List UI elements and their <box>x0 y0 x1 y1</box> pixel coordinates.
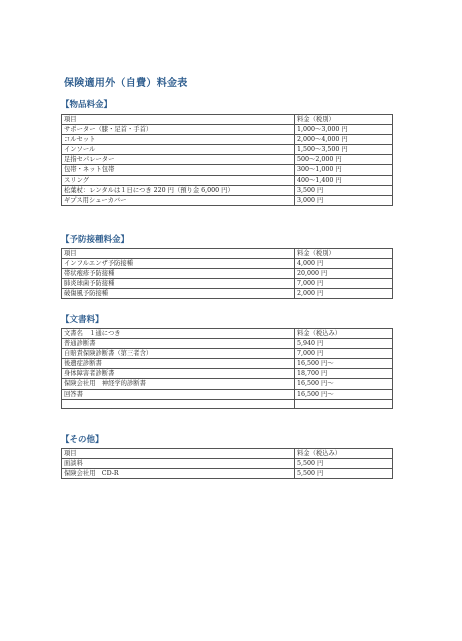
table-row <box>62 379 393 389</box>
table-row <box>62 279 393 289</box>
table-row <box>62 259 393 269</box>
column-header-item: 項目 <box>62 115 295 125</box>
table-header-row <box>62 449 393 459</box>
item-cell: インフルエンザ予防接種 <box>62 259 295 269</box>
item-cell: ギプス用シューカバー <box>62 195 295 205</box>
column-header-document: 文書名 １通につき <box>62 329 295 339</box>
price-cell: 2,000 円 <box>295 289 393 299</box>
table-row <box>62 125 393 135</box>
section-heading-goods: 【物品料金】 <box>61 100 113 110</box>
price-cell: 1,000～3,000 円 <box>295 125 393 135</box>
column-header-item: 項目 <box>62 249 295 259</box>
item-cell: 普通診断書 <box>62 339 295 349</box>
price-cell: 3,500 円 <box>295 185 393 195</box>
item-cell: スリング <box>62 175 295 185</box>
price-cell: 5,940 円 <box>295 339 393 349</box>
table-row <box>62 175 393 185</box>
item-cell: 肺炎球菌予防接種 <box>62 279 295 289</box>
price-cell: 16,500 円～ <box>295 359 393 369</box>
price-cell: 20,000 円 <box>295 269 393 279</box>
table-row <box>62 269 393 279</box>
item-cell: 足指セパレーター <box>62 155 295 165</box>
item-cell: 自賠責保険診断書（第三者含） <box>62 349 295 359</box>
documents-fee-table <box>61 328 393 409</box>
item-cell: コルセット <box>62 135 295 145</box>
section-heading-other: 【その他】 <box>61 435 104 445</box>
table-row <box>62 185 393 195</box>
item-cell: 帯状疱疹予防接種 <box>62 269 295 279</box>
price-cell: 16,500 円～ <box>295 379 393 389</box>
price-cell: 18,700 円 <box>295 369 393 379</box>
table-header-row <box>62 249 393 259</box>
item-cell: 松葉杖：レンタルは１日につき 220 円（預り金 6,000 円） <box>62 185 295 195</box>
table-row-empty <box>62 399 393 408</box>
table-row <box>62 135 393 145</box>
table-row <box>62 165 393 175</box>
item-cell: 保険会社用 CD-R <box>62 469 295 479</box>
column-header-price: 料金（税別） <box>295 115 393 125</box>
page-title: 保険適用外（自費）料金表 <box>64 78 188 89</box>
price-cell: 4,000 円 <box>295 259 393 269</box>
section-heading-vaccine: 【予防接種料金】 <box>61 235 130 245</box>
empty-cell <box>62 399 295 408</box>
other-fee-table <box>61 448 393 479</box>
item-cell: 保険会社用 神経学的診断書 <box>62 379 295 389</box>
price-cell: 7,000 円 <box>295 349 393 359</box>
goods-fee-table <box>61 114 393 206</box>
column-header-price: 料金（税込み） <box>295 449 393 459</box>
table-row <box>62 155 393 165</box>
table-row <box>62 369 393 379</box>
item-cell: 回答書 <box>62 389 295 399</box>
table-row <box>62 195 393 205</box>
table-row <box>62 469 393 479</box>
table-header-row <box>62 115 393 125</box>
column-header-price: 料金（税込み） <box>295 329 393 339</box>
column-header-item: 項目 <box>62 449 295 459</box>
column-header-price: 料金（税別） <box>295 249 393 259</box>
item-cell: インソール <box>62 145 295 155</box>
price-cell: 5,500 円 <box>295 459 393 469</box>
table-row <box>62 389 393 399</box>
table-row <box>62 349 393 359</box>
item-cell: 面談料 <box>62 459 295 469</box>
table-row <box>62 339 393 349</box>
vaccine-fee-table <box>61 248 393 299</box>
price-cell: 3,000 円 <box>295 195 393 205</box>
item-cell: 破傷風予防接種 <box>62 289 295 299</box>
price-cell: 5,500 円 <box>295 469 393 479</box>
section-heading-documents: 【文書料】 <box>61 315 104 325</box>
item-cell: 後遺症診断書 <box>62 359 295 369</box>
table-row <box>62 359 393 369</box>
table-row <box>62 459 393 469</box>
price-cell: 500～2,000 円 <box>295 155 393 165</box>
price-cell: 400～1,400 円 <box>295 175 393 185</box>
table-header-row <box>62 329 393 339</box>
item-cell: サポーター（膝・足首・手首） <box>62 125 295 135</box>
price-cell: 2,000～4,000 円 <box>295 135 393 145</box>
price-cell: 1,500～3,500 円 <box>295 145 393 155</box>
item-cell: 包帯・ネット包帯 <box>62 165 295 175</box>
price-cell: 16,500 円～ <box>295 389 393 399</box>
item-cell: 身体障害者診断書 <box>62 369 295 379</box>
price-cell: 300～1,000 円 <box>295 165 393 175</box>
table-row <box>62 289 393 299</box>
price-cell: 7,000 円 <box>295 279 393 289</box>
empty-cell <box>295 399 393 408</box>
table-row <box>62 145 393 155</box>
